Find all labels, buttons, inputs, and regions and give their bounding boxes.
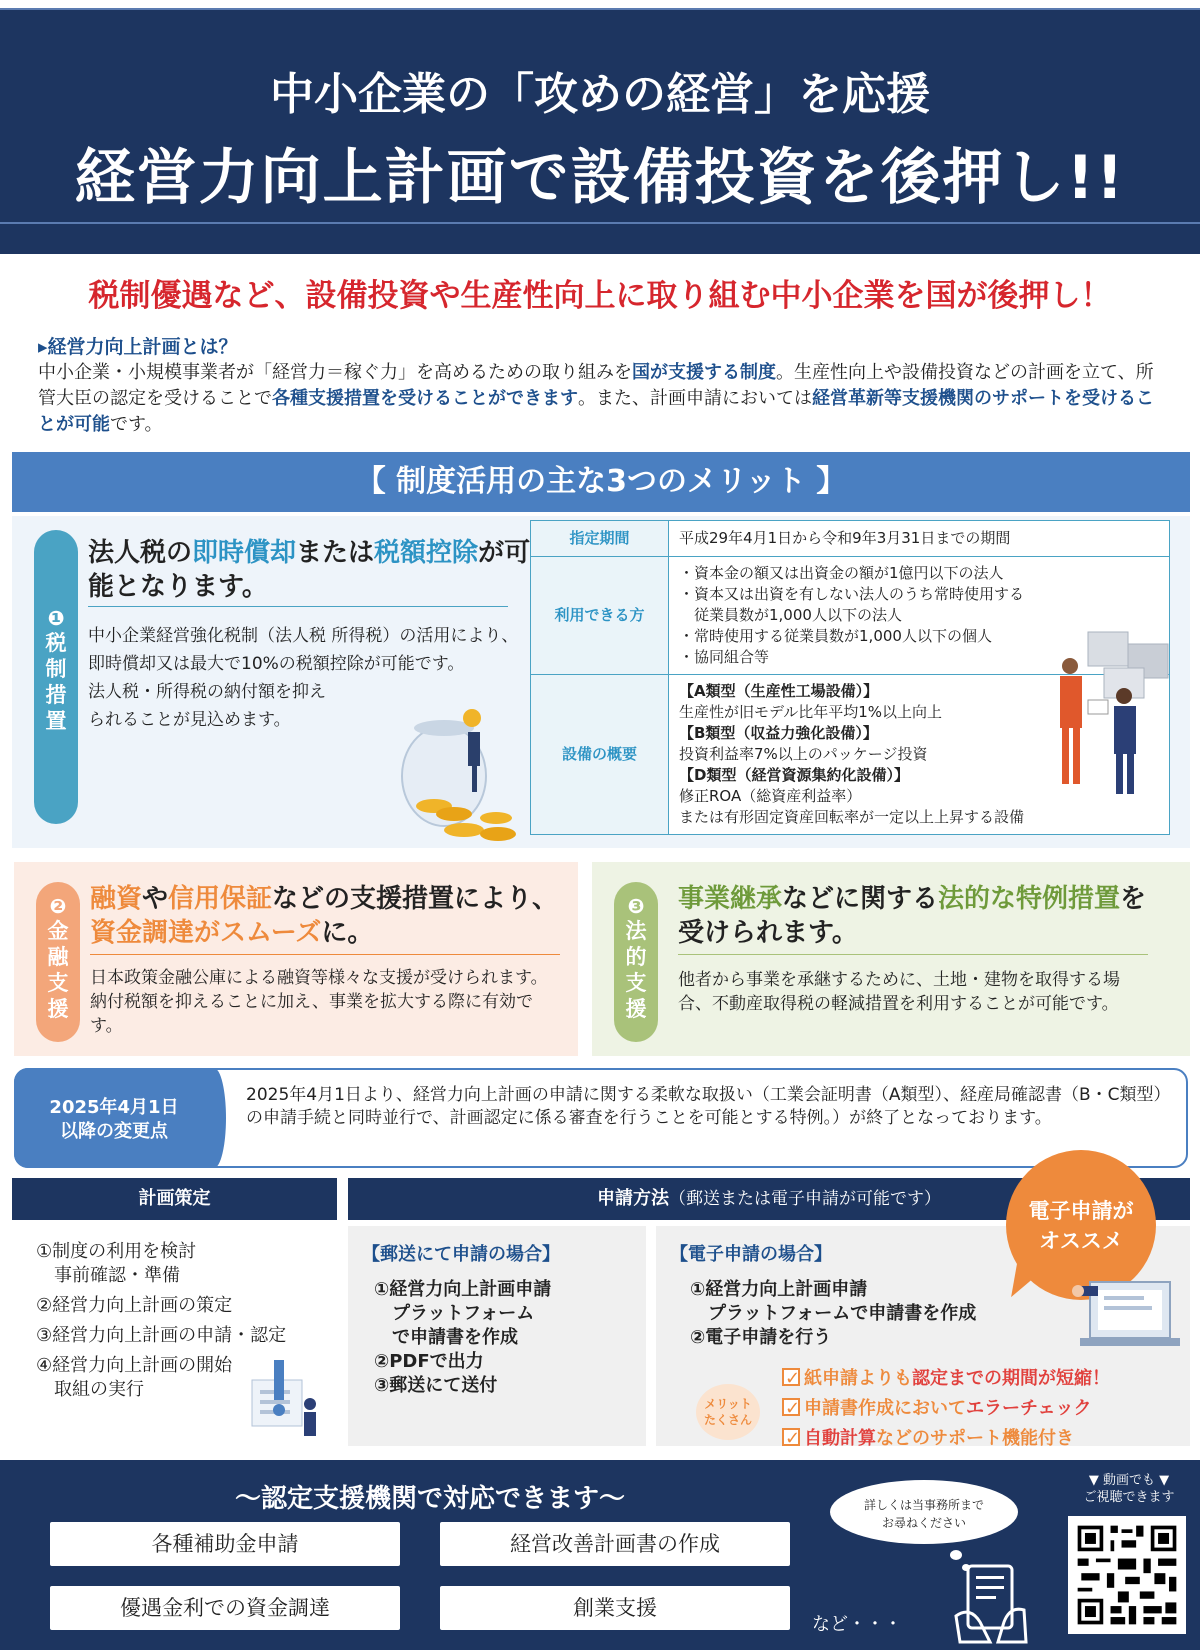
list-item: ②経営力向上計画の策定 (36, 1295, 233, 1316)
coin-jar-illustration (394, 706, 524, 846)
list-item: ④経営力向上計画の開始 取組の実行 (36, 1355, 233, 1400)
eligible-value: ・資本金の額又は出資金の額が1億円以下の法人 ・資本又は出資を有しない法人のうち常時使用する 従業員数が1,000人以下の法人 ・常時使用する従業員数が1,000人以下の個人 ・協同組合等 (669, 557, 1170, 675)
about-heading: ▸経営力向上計画とは？ (38, 336, 238, 358)
header-top-rule (0, 8, 1200, 10)
mail-application-box (348, 1226, 646, 1446)
subsidy-application-button[interactable]: 各種補助金申請 (50, 1522, 400, 1566)
laptop-illustration (1070, 1262, 1190, 1372)
eligible-key: 利用できる方 (531, 557, 669, 675)
header-title: 経営力向上計画で設備投資を後押し!! (74, 143, 1126, 213)
about-text: 中小企業・小規模事業者が「経営力＝稼ぐ力」を高めるための取り組みを国が支援する制度。生産性向上や設備投資などの計画を立て、所管大臣の認定を受けることで各種支援措置を受けることができます。また、計画申請においては経営革新等支援機関のサポートを受けることが可能です。 (38, 362, 1154, 435)
footer-etc: など・・・ (812, 1614, 902, 1635)
plan-heading: 計画策定 (12, 1178, 337, 1220)
qr-code-icon[interactable] (1068, 1516, 1186, 1634)
list-item: ①制度の利用を検討 事前確認・準備 (36, 1241, 197, 1286)
finance-tab: ❷ 金 融 支 援 (36, 882, 80, 1042)
finance-heading: 融資や信用保証などの支援措置により、資金調達がスムーズに。 (90, 884, 559, 948)
equipment-value: 【A類型（生産性工場設備）】 生産性が旧モデル比年平均1%以上向上 【B類型（収益力強化設備）】 投資利益率7%以上のパッケージ投資 【D類型（経営資源集約化設備）】 修正ROA（総資産利益率） または有形固定資産回転率が一定以上上昇する設備 (669, 675, 1170, 835)
apply-heading: 申請方法（郵送または電子申請が可能です） (348, 1178, 1190, 1220)
checkbox-icon (782, 1368, 800, 1386)
electronic-steps (690, 1278, 976, 1350)
mail-steps (374, 1278, 551, 1398)
list-item: ①経営力向上計画申請 プラットフォームで申請書を作成 (690, 1279, 977, 1324)
list-item: ②電子申請を行う (690, 1327, 832, 1348)
change-label: 2025年4月1日 以降の変更点 (14, 1068, 214, 1168)
legal-tab: ❸ 法 的 支 援 (614, 882, 658, 1042)
preferential-financing-button[interactable]: 優遇金利での資金調達 (50, 1586, 400, 1630)
period-value: 平成29年4月1日から令和9年3月31日までの期間 (669, 521, 1170, 557)
lead-text: 税制優遇など、設備投資や生産性向上に取り組む中小企業を国が後押し！ (88, 278, 1112, 314)
list-item: ②PDFで出力 (374, 1351, 484, 1372)
change-text: 2025年4月1日より、経営力向上計画の申請に関する柔軟な取扱い（工業会証明書（A類型）、経産局確認書（B・C類型）の申請手続と同時並行で、計画認定に係る審査を行うことを可能とする特例。）が終了となっております。 (246, 1085, 1163, 1128)
legal-divider (678, 954, 1148, 955)
exclamation-illustration (238, 1360, 328, 1440)
tablet-icon (950, 1556, 1030, 1646)
footer-title: 〜認定支援機関で対応できます〜 (234, 1484, 625, 1514)
finance-body: 日本政策金融公庫による融資等様々な支援が受けられます。納付税額を抑えることに加え、事業を拡大する際に有効です。 (90, 968, 548, 1036)
footer (0, 1460, 1200, 1650)
tax-tab: ❶ 税 制 措 置 (34, 530, 78, 824)
header-banner (0, 0, 1200, 254)
recommend-bubble: 電子申請が オススメ (1006, 1150, 1156, 1300)
merit-badge: メリット たくさん (696, 1384, 760, 1440)
list-item: ✓紙申請よりも認定までの期間が短縮！ (782, 1364, 1110, 1394)
tax-body: 中小企業経営強化税制（法人税 所得税）の活用により、即時償却又は最大で10%の税額控除が可能です。 法人税・所得税の納付額を抑えられることが見込めます。 (88, 626, 519, 730)
startup-support-button[interactable]: 創業支援 (440, 1586, 790, 1630)
merit-legal-section (592, 862, 1190, 1056)
list-item: ①経営力向上計画申請 プラットフォーム で申請書を作成 (374, 1279, 552, 1348)
inquiry-bubble: 詳しくは当事務所まで お尋ねください (830, 1480, 1018, 1544)
checkbox-icon (782, 1428, 800, 1446)
change-notice (14, 1068, 1188, 1168)
benefit-checklist (782, 1364, 1110, 1454)
checkbox-icon (782, 1398, 800, 1416)
merit-finance-section (14, 862, 578, 1056)
legal-body: 他者から事業を承継するために、土地・建物を取得する場合、不動産取得税の軽減措置を利用することが可能です。 (678, 970, 1120, 1014)
tax-divider (88, 606, 508, 607)
list-item: ✓申請書作成においてエラーチェック (782, 1394, 1110, 1424)
list-item: ③郵送にて送付 (374, 1375, 498, 1396)
equipment-key: 設備の概要 (531, 675, 669, 835)
business-people-illustration (1048, 626, 1178, 801)
legal-heading: 事業継承などに関する法的な特例措置を受けられます。 (678, 884, 1147, 948)
electronic-title: 【電子申請の場合】 (670, 1244, 832, 1265)
header-bottom-rule (0, 222, 1200, 224)
mail-title: 【郵送にて申請の場合】 (362, 1244, 560, 1265)
video-note: ▼ 動画でも ▼ ご視聴できます (1083, 1473, 1175, 1505)
tax-heading: 法人税の即時償却または税額控除が可能となります。 (88, 538, 531, 602)
improvement-plan-button[interactable]: 経営改善計画書の作成 (440, 1522, 790, 1566)
period-key: 指定期間 (531, 521, 669, 557)
finance-divider (90, 954, 560, 955)
list-item: ③経営力向上計画の申請・認定 (36, 1325, 287, 1346)
table-row (531, 521, 1170, 557)
merits-title: 【 制度活用の主な3つのメリット 】 (12, 452, 1190, 512)
header-subtitle: 中小企業の「攻めの経営」を応援 (270, 69, 930, 120)
list-item: ✓自動計算などのサポート機能付き (782, 1424, 1110, 1454)
